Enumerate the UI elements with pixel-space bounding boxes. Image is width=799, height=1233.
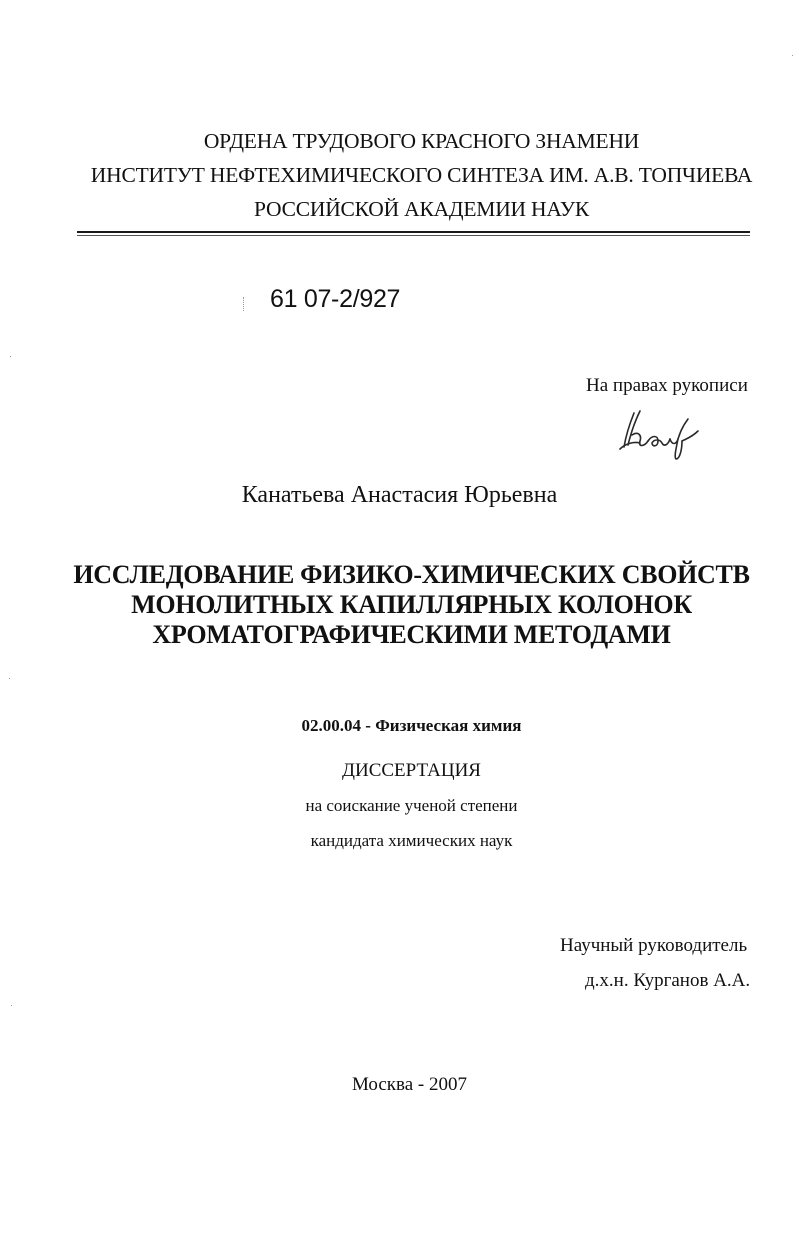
scan-speck	[792, 55, 793, 56]
registration-number: 61 07-2/927	[270, 285, 401, 313]
handwritten-signature	[618, 405, 710, 461]
scan-speck	[11, 1005, 12, 1006]
city-year: Москва - 2007	[351, 1074, 468, 1095]
specialty-code: 02.00.04 - Физическая химия	[301, 716, 522, 735]
header-divider-thin	[77, 235, 750, 236]
scan-speck	[10, 356, 11, 357]
degree-line-1: на соискание ученой степени	[305, 796, 518, 815]
document-type: ДИССЕРТАЦИЯ	[342, 760, 481, 781]
author-name: Канатьева Анастасия Юрьевна	[241, 482, 558, 508]
title-line-1: ИССЛЕДОВАНИЕ ФИЗИКО-ХИМИЧЕСКИХ СВОЙСТВ	[73, 560, 750, 589]
institution-line-3: РОССИЙСКОЙ АКАДЕМИИ НАУК	[254, 197, 589, 221]
rights-notice: На правах рукописи	[586, 375, 748, 396]
institution-line-1: ОРДЕНА ТРУДОВОГО КРАСНОГО ЗНАМЕНИ	[203, 129, 640, 153]
title-line-2: МОНОЛИТНЫХ КАПИЛЛЯРНЫХ КОЛОНОК	[131, 590, 692, 619]
supervisor-label: Научный руководитель	[560, 935, 748, 956]
title-line-3: ХРОМАТОГРАФИЧЕСКИМИ МЕТОДАМИ	[152, 620, 671, 649]
scan-speck	[9, 678, 10, 679]
header-divider-thick	[77, 231, 750, 233]
institution-line-2: ИНСТИТУТ НЕФТЕХИМИЧЕСКОГО СИНТЕЗА ИМ. А.В. ТОПЧИЕВА	[90, 163, 753, 187]
degree-line-2: кандидата химических наук	[310, 831, 513, 850]
margin-mark	[243, 297, 245, 311]
supervisor-name: д.х.н. Курганов А.А.	[585, 970, 751, 991]
